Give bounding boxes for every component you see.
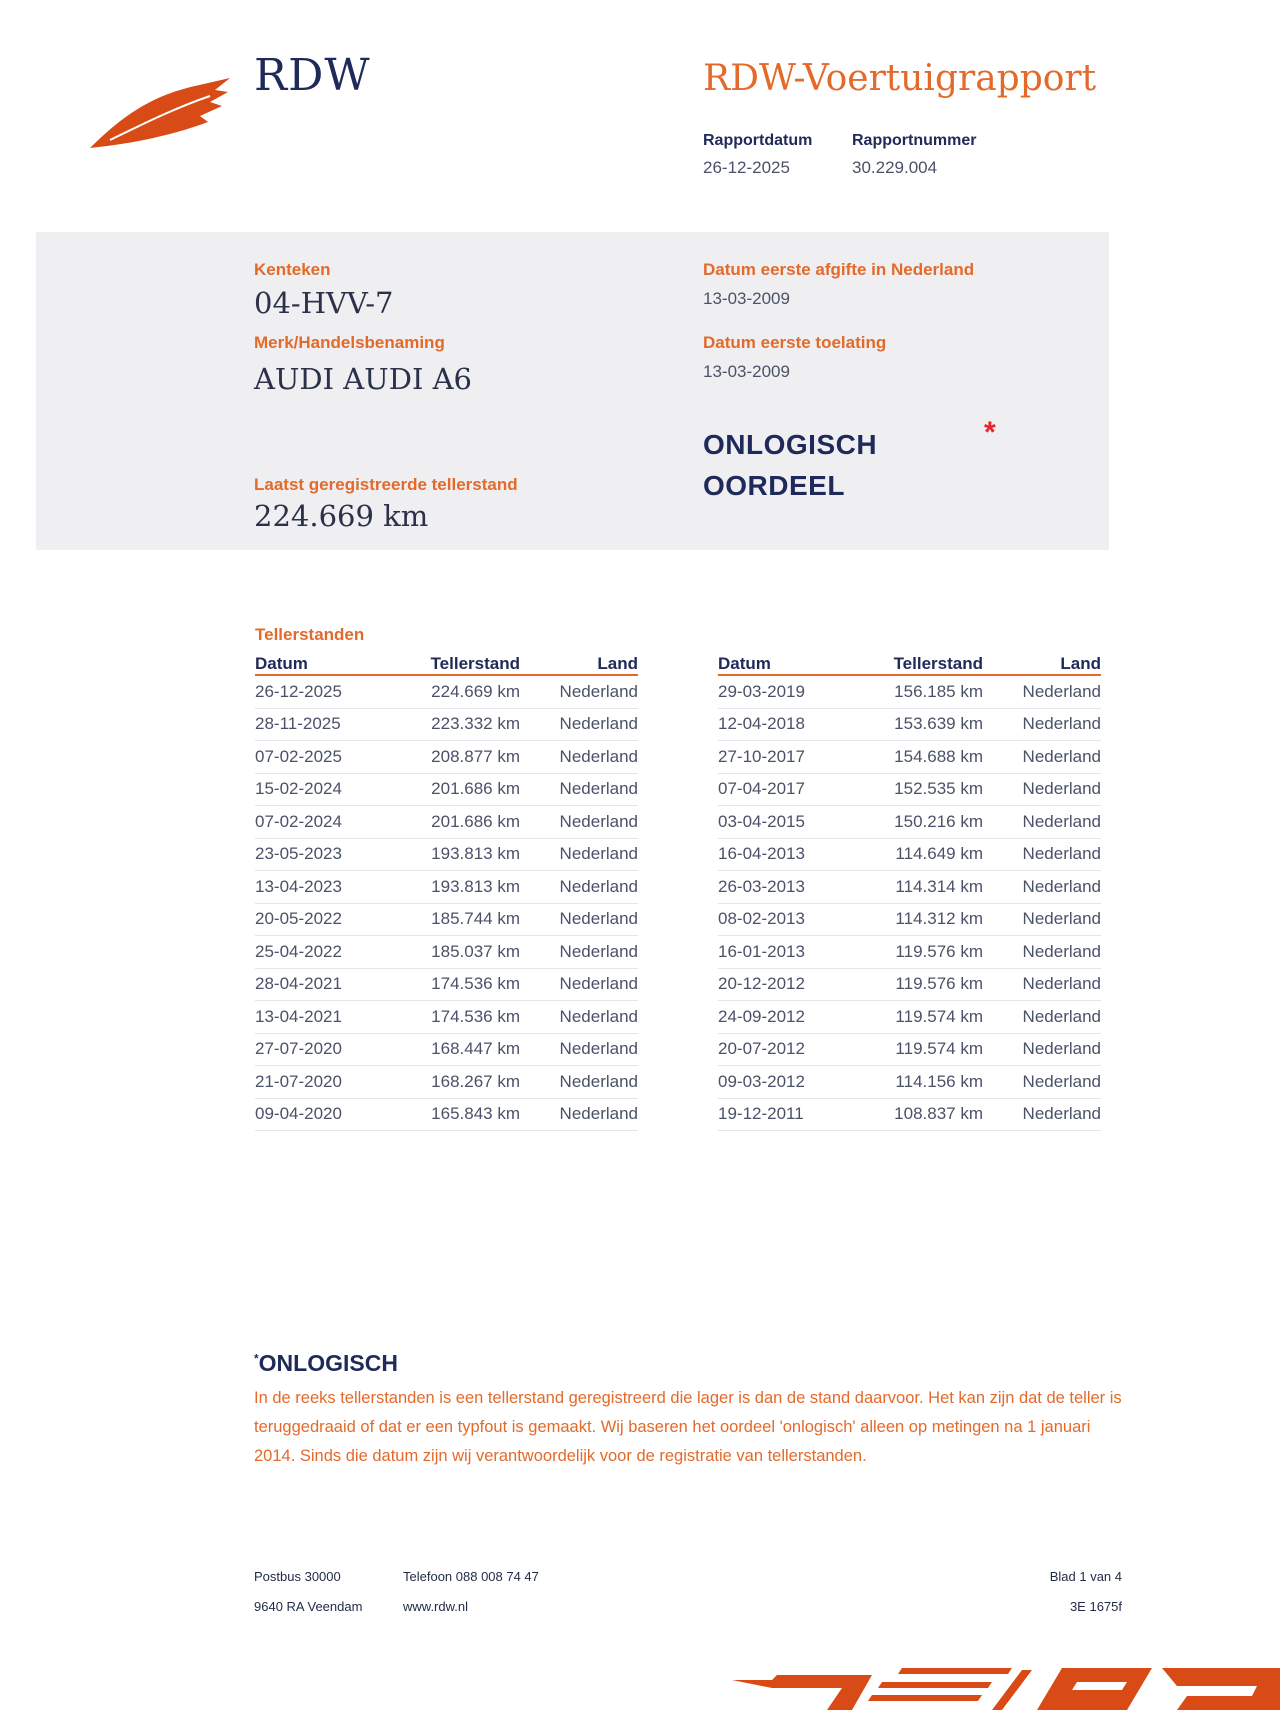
reading-km: 119.574 km [858,1033,983,1066]
reading-km: 119.574 km [858,1001,983,1034]
table-row [718,773,1101,806]
reading-land: Nederland [520,675,638,708]
first-nl-value: 13-03-2009 [703,289,790,308]
reading-date: 16-01-2013 [718,936,858,969]
readings-title: Tellerstanden [255,625,365,644]
reading-land: Nederland [983,806,1101,839]
panel-edge [170,550,1110,576]
reading-date: 29-03-2019 [718,675,858,708]
table-row [718,675,1101,708]
reading-km: 201.686 km [395,773,520,806]
decorative-stripes-icon [732,1660,1280,1710]
reading-km: 114.649 km [858,838,983,871]
reading-date: 21-07-2020 [255,1066,395,1099]
reading-date: 19-12-2011 [718,1098,858,1131]
reading-km: 208.877 km [395,741,520,774]
table-row [255,675,638,708]
note-title-text: ONLOGISCH [258,1350,398,1376]
reading-km: 114.156 km [858,1066,983,1099]
footer-code: 3E 1675f [1069,1599,1122,1614]
table-row [718,1066,1101,1099]
reading-date: 13-04-2021 [255,1001,395,1034]
reading-km: 114.314 km [858,871,983,904]
readings-table-left [255,650,638,1131]
footer-page: Blad 1 van 4 [1049,1569,1122,1584]
report-date-label: Rapportdatum [703,132,813,149]
reading-land: Nederland [983,708,1101,741]
reading-km: 114.312 km [858,903,983,936]
readings-table-right [718,650,1101,1131]
reading-land: Nederland [983,773,1101,806]
first-admission-label: Datum eerste toelating [703,333,887,352]
table-row [718,1033,1101,1066]
reading-date: 24-09-2012 [718,1001,858,1034]
table-row [718,903,1101,936]
reading-date: 08-02-2013 [718,903,858,936]
table-row [255,968,638,1001]
table-row [255,1001,638,1034]
reading-date: 23-05-2023 [255,838,395,871]
reading-date: 20-07-2012 [718,1033,858,1066]
reading-km: 174.536 km [395,1001,520,1034]
table-row [255,1033,638,1066]
reading-land: Nederland [983,1066,1101,1099]
plate-value: 04-HVV-7 [254,286,394,320]
report-date: 26-12-2025 [703,158,790,177]
table-row [255,741,638,774]
reading-km: 224.669 km [395,675,520,708]
report-number-label: Rapportnummer [852,132,977,149]
plate-label: Kenteken [254,260,331,279]
reading-date: 09-03-2012 [718,1066,858,1099]
reading-land: Nederland [983,871,1101,904]
reading-date: 07-02-2024 [255,806,395,839]
table-row [718,1001,1101,1034]
reading-km: 168.267 km [395,1066,520,1099]
reading-km: 119.576 km [858,936,983,969]
reading-land: Nederland [520,871,638,904]
col-date: Datum [255,650,395,675]
report-number: 30.229.004 [852,158,938,177]
table-header-row [718,650,1101,675]
reading-km: 193.813 km [395,838,520,871]
reading-land: Nederland [520,1066,638,1099]
reading-land: Nederland [983,903,1101,936]
reading-km: 108.837 km [858,1098,983,1131]
reading-date: 20-12-2012 [718,968,858,1001]
reading-km: 154.688 km [858,741,983,774]
col-km: Tellerstand [858,650,983,675]
reading-km: 168.447 km [395,1033,520,1066]
first-nl-label: Datum eerste afgifte in Nederland [703,260,975,279]
last-odometer-value: 224.669 km [254,499,429,533]
table-row [255,871,638,904]
reading-km: 156.185 km [858,675,983,708]
reading-date: 25-04-2022 [255,936,395,969]
reading-land: Nederland [983,838,1101,871]
rdw-logo-icon [90,78,240,158]
reading-date: 26-03-2013 [718,871,858,904]
reading-land: Nederland [520,806,638,839]
logo-text: RDW [254,50,371,101]
make-label: Merk/Handelsbenaming [254,333,445,352]
reading-km: 201.686 km [395,806,520,839]
first-admission-value: 13-03-2009 [703,362,790,381]
reading-date: 15-02-2024 [255,773,395,806]
footer-website[interactable]: www.rdw.nl [403,1599,469,1614]
reading-land: Nederland [520,838,638,871]
reading-land: Nederland [983,1098,1101,1131]
reading-date: 07-04-2017 [718,773,858,806]
table-row [718,741,1101,774]
note-marker: * [254,1351,259,1366]
table-row [718,871,1101,904]
reading-date: 12-04-2018 [718,708,858,741]
table-row [255,838,638,871]
reading-km: 150.216 km [858,806,983,839]
table-row [718,838,1101,871]
footer-phone: Telefoon 088 008 74 47 [403,1569,539,1584]
table-row [718,936,1101,969]
reading-km: 193.813 km [395,871,520,904]
reading-date: 20-05-2022 [255,903,395,936]
verdict [703,424,963,506]
reading-date: 13-04-2023 [255,871,395,904]
reading-date: 16-04-2013 [718,838,858,871]
table-header-row [255,650,638,675]
verdict-line-2: OORDEEL [703,470,845,501]
reading-km: 223.332 km [395,708,520,741]
table-row [718,968,1101,1001]
reading-km: 119.576 km [858,968,983,1001]
reading-land: Nederland [983,968,1101,1001]
reading-date: 09-04-2020 [255,1098,395,1131]
reading-date: 28-11-2025 [255,708,395,741]
reading-land: Nederland [520,1098,638,1131]
note-text: In de reeks tellerstanden is een tellerstand geregistreerd die lager is dan de stand daarvoor. Het kan zijn dat de teller is teruggedraaid of dat er een typfout is gemaakt. Wij baseren het oordeel 'onlogisch' alleen op metingen na 1 januari 2014. Sinds die datum zijn wij verantwoordelijk voor de registratie van tellerstanden. [254,1389,1122,1465]
reading-date: 28-04-2021 [255,968,395,1001]
footer-city: 9640 RA Veendam [254,1599,363,1614]
reading-date: 07-02-2025 [255,741,395,774]
table-row [255,1066,638,1099]
reading-km: 165.843 km [395,1098,520,1131]
reading-date: 27-10-2017 [718,741,858,774]
col-km: Tellerstand [395,650,520,675]
table-row [255,806,638,839]
footer-postbus: Postbus 30000 [254,1569,341,1584]
table-row [718,806,1101,839]
reading-date: 03-04-2015 [718,806,858,839]
reading-land: Nederland [520,1033,638,1066]
make-value: AUDI AUDI A6 [254,362,473,396]
reading-date: 27-07-2020 [255,1033,395,1066]
table-row [718,1098,1101,1131]
reading-land: Nederland [983,1033,1101,1066]
note-title [254,1350,398,1377]
reading-land: Nederland [520,903,638,936]
reading-land: Nederland [983,741,1101,774]
reading-km: 185.744 km [395,903,520,936]
verdict-line-1: ONLOGISCH [703,429,878,460]
reading-km: 185.037 km [395,936,520,969]
table-row [718,708,1101,741]
reading-land: Nederland [520,773,638,806]
table-row [255,936,638,969]
reading-km: 174.536 km [395,968,520,1001]
reading-land: Nederland [520,708,638,741]
table-row [255,708,638,741]
table-row [255,903,638,936]
col-land: Land [983,650,1101,675]
reading-land: Nederland [520,968,638,1001]
verdict-asterisk: * [984,416,996,449]
reading-land: Nederland [983,936,1101,969]
table-row [255,1098,638,1131]
reading-land: Nederland [983,675,1101,708]
reading-date: 26-12-2025 [255,675,395,708]
reading-land: Nederland [520,936,638,969]
reading-km: 153.639 km [858,708,983,741]
report-title: RDW-Voertuigrapport [703,58,1097,99]
reading-km: 152.535 km [858,773,983,806]
table-row [255,773,638,806]
col-land: Land [520,650,638,675]
reading-land: Nederland [520,1001,638,1034]
reading-land: Nederland [983,1001,1101,1034]
col-date: Datum [718,650,858,675]
last-odometer-label: Laatst geregistreerde tellerstand [254,475,518,494]
reading-land: Nederland [520,741,638,774]
